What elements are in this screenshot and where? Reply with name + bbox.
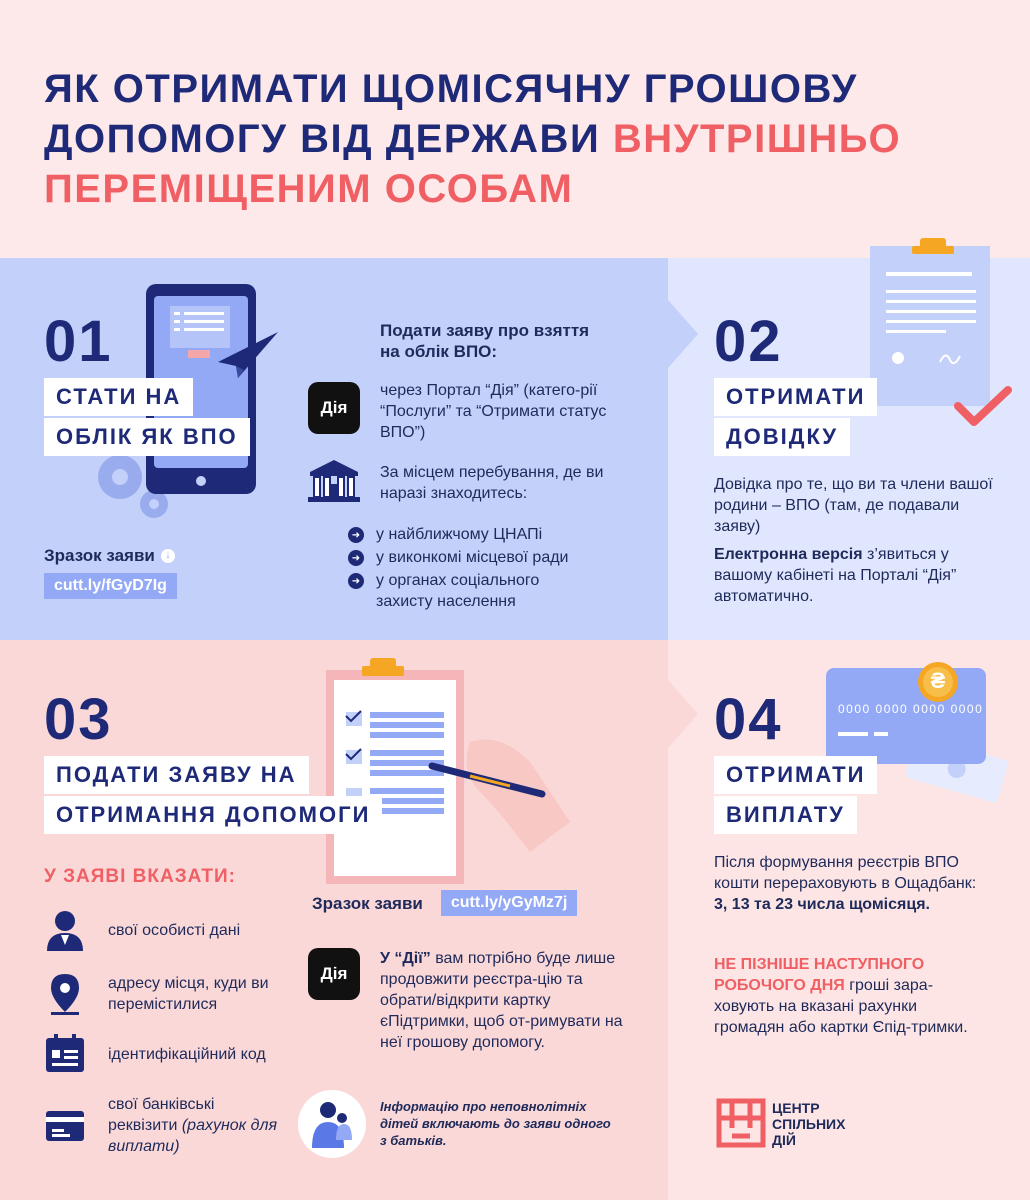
- step1-label-line2: ОБЛІК ЯК ВПО: [44, 418, 250, 456]
- page-title: [44, 64, 1004, 214]
- diia-logo-text: Дія: [320, 398, 348, 417]
- item-text: свої особисті дані: [108, 921, 241, 939]
- item-text-plain: свої банківські реквізити: [108, 1096, 215, 1134]
- step3-number: 03: [44, 687, 113, 752]
- title-line-2: ДОПОМОГУ ВІД ДЕРЖАВИ: [44, 117, 613, 161]
- step3-diia-bold: У “Дії”: [380, 950, 431, 967]
- title-line-1: ЯК ОТРИМАТИ ЩОМІСЯЧНУ ГРОШОВУ: [44, 67, 858, 111]
- list-item: [44, 1094, 304, 1157]
- step1-sample: [44, 545, 175, 566]
- parent-child-icon: [298, 1090, 366, 1158]
- diia-logo-icon: [308, 382, 360, 434]
- diia-logo-icon: [308, 948, 360, 1000]
- step3-sample: [312, 890, 577, 916]
- step4-text2-rest: гроші зара-ховують на вказані рахунки громадян або картки Єпід-тримки.: [714, 977, 968, 1036]
- list-item: [44, 908, 304, 952]
- arrow-right-icon: ➜: [348, 573, 364, 589]
- step4-text1: [714, 852, 984, 915]
- card-number: 0000 0000 0000 0000: [838, 702, 984, 716]
- step2-text2-bold: Електронна версія: [714, 546, 863, 563]
- step3-children-note: Інформацію про неповнолітніх дітей включають до заяви одного з батьків.: [380, 1099, 611, 1148]
- option-text: у виконкомі місцевої ради: [376, 549, 569, 566]
- id-card-icon: [44, 1032, 86, 1076]
- step3-sample-link[interactable]: cutt.ly/yGyMz7j: [441, 890, 577, 916]
- step3-arrow: [668, 680, 698, 748]
- step1-heading: Подати заяву про взяття на облік ВПО:: [380, 321, 590, 361]
- step4-number: 04: [714, 687, 783, 752]
- step1-label-line1: СТАТИ НА: [44, 378, 193, 416]
- step1-sample-label: Зразок заяви: [44, 546, 155, 565]
- step2-text1: Довідка про те, що ви та члени вашої родини – ВПО (там, де подавали заяву): [714, 476, 993, 535]
- org-name: [772, 1100, 845, 1148]
- government-building-icon: [306, 458, 362, 504]
- step3-sample-label: Зразок заяви: [312, 893, 423, 913]
- step1-number: 01: [44, 309, 113, 374]
- step2-text2-rest: з’явиться у вашому кабінеті на Порталі “Дія” автоматично.: [714, 546, 957, 605]
- bank-card-icon: [44, 1104, 86, 1148]
- arrow-right-icon: ➜: [348, 527, 364, 543]
- step4-text2-red: НЕ ПІЗНІШЕ НАСТУПНОГО РОБОЧОГО ДНЯ: [714, 956, 925, 994]
- org-logo-icon: [716, 1098, 766, 1148]
- step2-number: 02: [714, 309, 783, 374]
- step3-label-line1: ПОДАТИ ЗАЯВУ НА: [44, 756, 309, 794]
- item-text: ідентифікаційний код: [108, 1045, 266, 1063]
- title-accent-2: ПЕРЕМІЩЕНИМ ОСОБАМ: [44, 167, 574, 211]
- list-item: [44, 1032, 304, 1076]
- option-text: у найближчому ЦНАПі: [376, 526, 543, 543]
- step2-label-line1: ОТРИМАТИ: [714, 378, 877, 416]
- title-accent-1: ВНУТРІШНЬО: [612, 117, 902, 161]
- hryvnia-coin-icon: ₴: [930, 668, 946, 693]
- arrow-right-icon: ➜: [348, 550, 364, 566]
- list-item: [44, 972, 304, 1016]
- step3-diia-rest: вам потрібно буде лише продовжити реєстра-цію та обрати/відкрити картку єПідтримки, щоб от-римувати на неї грошову допомогу.: [380, 950, 623, 1051]
- step2-label-line2: ДОВІДКУ: [714, 418, 850, 456]
- step1-options-list: [348, 524, 648, 614]
- list-item: [348, 547, 648, 568]
- step1-sample-link[interactable]: cutt.ly/fGyD7Ig: [44, 573, 177, 599]
- org-name-line3: ДІЙ: [772, 1132, 796, 1148]
- org-name-line2: СПІЛЬНИХ: [772, 1116, 846, 1132]
- person-icon: [44, 908, 86, 952]
- step3-specify-heading: У ЗАЯВІ ВКАЗАТИ:: [44, 866, 236, 887]
- step1-diia-text: через Портал “Дія” (катего-рії “Послуги” та “Отримати статус ВПО”): [380, 382, 607, 441]
- item-text: адресу місця, куди ви перемістилися: [108, 975, 269, 1013]
- item-text: [108, 1094, 288, 1157]
- step4-text1-plain: Після формування реєстрів ВПО кошти перераховують в Ощадбанк:: [714, 854, 977, 892]
- step1-arrow: [668, 300, 698, 368]
- list-item: [348, 570, 648, 612]
- step3-diia-text: [380, 948, 630, 1053]
- location-pin-icon: [44, 972, 86, 1016]
- step3-label-line2: ОТРИМАННЯ ДОПОМОГИ: [44, 796, 382, 834]
- step4-text2: [714, 954, 984, 1038]
- option-text: у органах соціального захисту населення: [376, 572, 540, 610]
- step4-label-line2: ВИПЛАТУ: [714, 796, 857, 834]
- step2-text2: [714, 544, 994, 607]
- step3-items-list: [44, 908, 304, 1157]
- step4-text1-bold: 3, 13 та 23 числа щомісяця.: [714, 896, 930, 913]
- step4-label-line1: ОТРИМАТИ: [714, 756, 877, 794]
- list-item: [348, 524, 648, 545]
- org-name-line1: ЦЕНТР: [772, 1100, 820, 1116]
- step1-place-text: За місцем перебування, де ви наразі знаходитесь:: [380, 464, 604, 502]
- download-icon: ↓: [161, 549, 175, 563]
- item-text-italic: (рахунок для виплати): [108, 1117, 278, 1155]
- diia-logo-text: Дія: [320, 964, 348, 983]
